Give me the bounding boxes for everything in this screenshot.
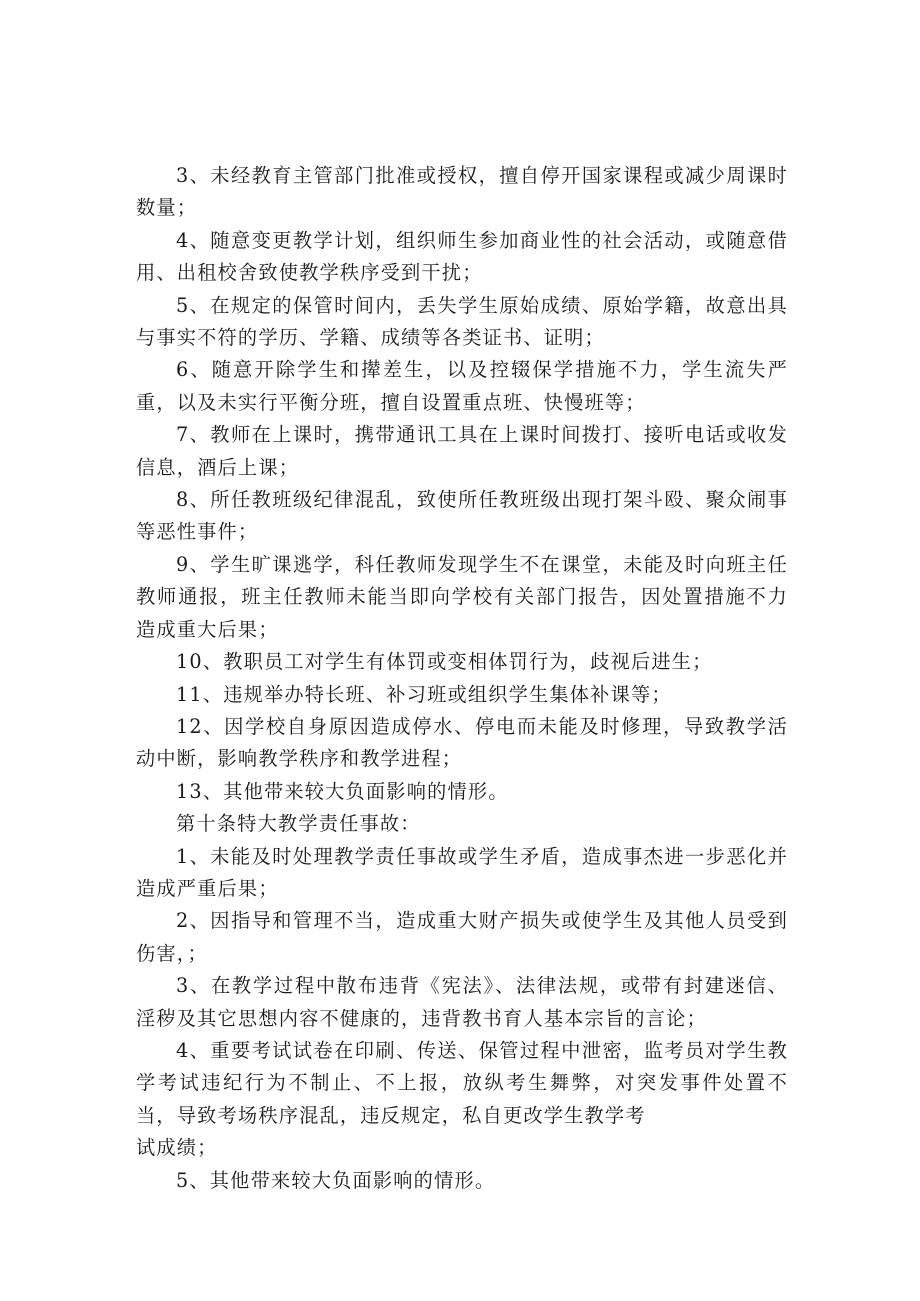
paragraph-item-12: 12、因学校自身原因造成停水、停电而未能及时修理，导致教学活动中断，影响教学秩序和教学进程； <box>136 714 788 771</box>
paragraph-item-3: 3、未经教育主管部门批准或授权，擅自停开国家课程或减少周课时数量； <box>136 164 788 220</box>
paragraph-item-7: 7、教师在上课时，携带通讯工具在上课时间拨打、接听电话或收发信息，酒后上课； <box>136 423 788 479</box>
paragraph-item-10: 10、教职员工对学生有体罚或变相体罚行为，歧视后进生； <box>176 650 713 674</box>
paragraph-serious-4-continuation: 试成绩； <box>136 1136 218 1160</box>
paragraph-item-9: 9、学生旷课逃学，科任教师发现学生不在课堂，未能及时向班主任教师通报，班主任教师未能当即向学校有关部门报告，因处置措施不力造成重大后果； <box>136 552 788 641</box>
paragraph-item-6: 6、随意开除学生和撵差生，以及控辍保学措施不力，学生流失严重，以及未实行平衡分班，擅自设置重点班、快慢班等； <box>136 358 788 414</box>
paragraph-serious-3: 3、在教学过程中散布违背《宪法》、法律法规，或带有封建迷信、淫秽及其它思想内容不健康的，违背教书育人基本宗旨的言论； <box>136 974 788 1030</box>
paragraph-item-5: 5、在规定的保管时间内，丢失学生原始成绩、原始学籍，故意出具与事实不符的学历、学籍、成绩等各类证书、证明； <box>136 293 788 350</box>
paragraph-item-11: 11、违规举办特长班、补习班或组织学生集体补课等； <box>176 682 672 706</box>
paragraph-serious-4: 4、重要考试试卷在印刷、传送、保管过程中泄密，监考员对学生教学考试违纪行为不制止、不上报，放纵考生舞弊，对突发事件处置不当，导致考场秩序混乱，违反规定，私自更改学生教学考 <box>136 1038 788 1127</box>
document-page <box>136 160 788 1197</box>
paragraph-item-13: 13、其他带来较大负面影响的情形。 <box>176 779 509 803</box>
paragraph-serious-1: 1、未能及时处理教学责任事故或学生矛盾，造成事杰进一步恶化并造成严重后果； <box>136 844 788 900</box>
article-ten-heading: 第十条特大教学责任事故： <box>176 812 421 836</box>
paragraph-item-4: 4、随意变更教学计划，组织师生参加商业性的社会活动，或随意借用、出租校舍致使教学秩序受到干扰； <box>136 228 788 285</box>
paragraph-serious-2: 2、因指导和管理不当，造成重大财产损失或使学生及其他人员受到伤害，； <box>136 909 788 965</box>
paragraph-serious-5: 5、其他带来较大负面影响的情形。 <box>176 1168 496 1192</box>
paragraph-item-8: 8、所任教班级纪律混乱，致使所任教班级出现打架斗殴、聚众闹事等恶性事件； <box>136 488 788 544</box>
